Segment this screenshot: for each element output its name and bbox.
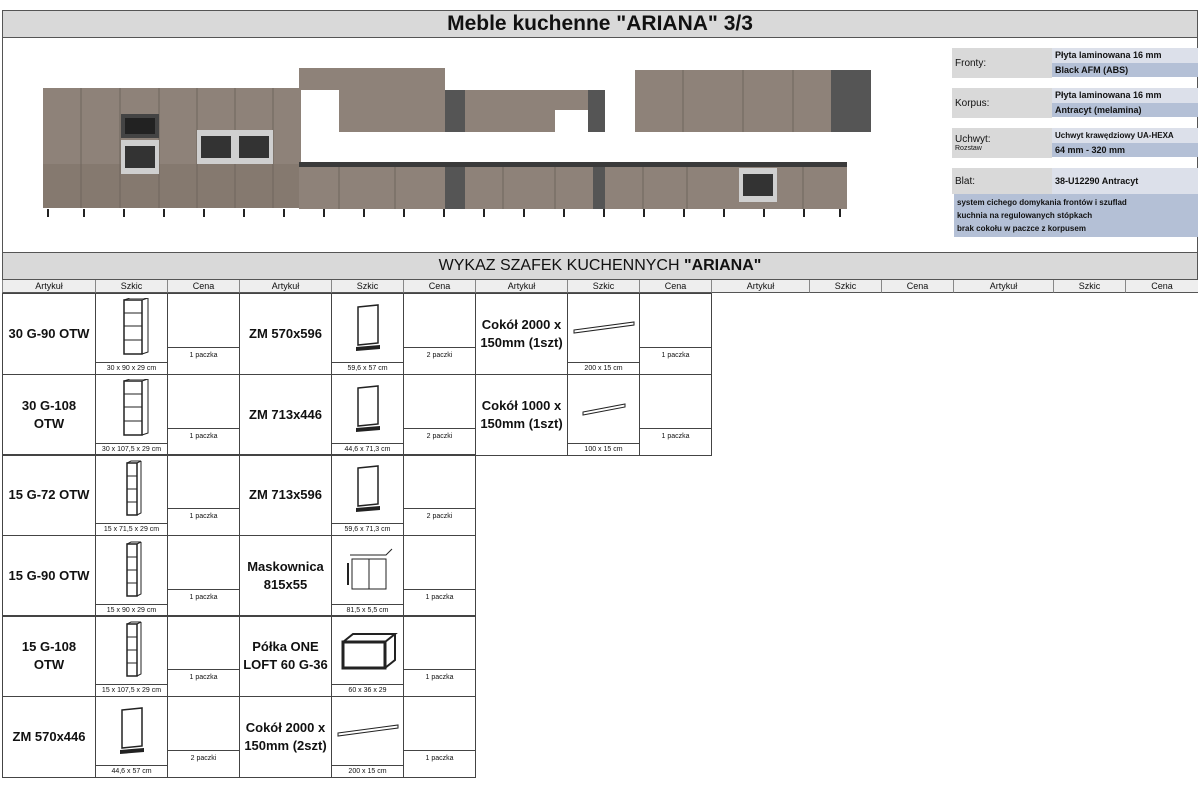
column-header-szkic: Szkic: [331, 280, 403, 293]
sketch-cell: [95, 454, 168, 536]
column-header-artykul: Artykuł: [711, 280, 809, 293]
column-header-szkic: Szkic: [567, 280, 639, 293]
article-name: ZM 570x596: [239, 293, 332, 375]
open-shelf-narrow-icon: [96, 455, 167, 523]
sketch-cell: [331, 696, 404, 778]
sketch-cell: [95, 535, 168, 617]
column-header-szkic: Szkic: [95, 280, 167, 293]
sketch-cell: [331, 535, 404, 617]
column-header-cena: Cena: [1125, 280, 1198, 293]
sketch-cell: [95, 615, 168, 697]
package-count: 2 paczki: [404, 508, 475, 535]
loft-shelf-icon: [332, 616, 403, 684]
dimension-label: 15 x 107,5 x 29 cm: [96, 684, 167, 696]
sketch-cell: [331, 374, 404, 456]
package-count: 2 paczki: [404, 428, 475, 455]
article-name: ZM 570x446: [2, 696, 96, 778]
sketch-cell: [331, 293, 404, 375]
dimension-label: 15 x 71,5 x 29 cm: [96, 523, 167, 535]
price-cell: [167, 454, 240, 536]
price-value: [168, 375, 239, 428]
spec-value: 64 mm - 320 mm: [1052, 143, 1198, 157]
dimension-label: 15 x 90 x 29 cm: [96, 604, 167, 616]
column-header-artykul: Artykuł: [953, 280, 1053, 293]
article-name: 15 G-72 OTW: [2, 454, 96, 536]
dimension-label: 200 x 15 cm: [568, 362, 639, 374]
price-cell: [167, 615, 240, 697]
price-value: [640, 294, 711, 347]
list-title-prefix: WYKAZ SZAFEK KUCHENNYCH: [438, 257, 684, 274]
package-count: 1 paczka: [168, 589, 239, 616]
price-cell: [639, 293, 712, 375]
column-header-artykul: Artykuł: [2, 280, 95, 293]
list-title-name: "ARIANA": [683, 257, 762, 274]
sketch-cell: [331, 454, 404, 536]
open-shelf-tall-icon: [96, 294, 167, 362]
spec-value: Płyta laminowana 16 mm: [1052, 88, 1198, 103]
price-value: [404, 697, 475, 750]
spec-subkey: Rozstaw: [955, 145, 982, 152]
package-count: 2 paczki: [404, 347, 475, 374]
spec-fronty: [952, 48, 1198, 78]
dimension-label: 30 x 107,5 x 29 cm: [96, 443, 167, 455]
dimension-label: 44,6 x 71,3 cm: [332, 443, 403, 455]
package-count: 1 paczka: [404, 750, 475, 777]
price-value: [404, 455, 475, 508]
price-cell: [403, 293, 476, 375]
spec-note-line: kuchnia na regulowanych stópkach: [957, 211, 1093, 220]
price-cell: [403, 374, 476, 456]
price-value: [640, 375, 711, 428]
price-cell: [639, 374, 712, 456]
spec-key: Blat:: [952, 168, 1052, 194]
plinth-icon: [568, 294, 639, 362]
article-name: Cokół 2000 x 150mm (1szt): [475, 293, 568, 375]
article-name: ZM 713x446: [239, 374, 332, 456]
spec-value: Płyta laminowana 16 mm: [1052, 48, 1198, 63]
dimension-label: 59,6 x 57 cm: [332, 362, 403, 374]
package-count: 1 paczka: [168, 508, 239, 535]
package-count: 1 paczka: [168, 428, 239, 455]
dimension-label: 44,6 x 57 cm: [96, 765, 167, 777]
spec-key: Fronty:: [952, 48, 1052, 78]
package-count: 1 paczka: [404, 589, 475, 616]
article-name: ZM 713x596: [239, 454, 332, 536]
package-count: 1 paczka: [404, 669, 475, 696]
spec-panel: [952, 48, 1198, 237]
dimension-label: 60 x 36 x 29: [332, 684, 403, 696]
spec-korpus: [952, 88, 1198, 118]
spec-note-line: brak cokołu w paczce z korpusem: [957, 224, 1086, 233]
spec-note: [954, 194, 1198, 237]
price-value: [168, 455, 239, 508]
spec-key: Uchwyt:: [955, 134, 991, 145]
open-shelf-narrow-icon: [96, 616, 167, 684]
price-value: [168, 697, 239, 750]
dishwasher-panel-icon: [332, 294, 403, 362]
price-value: [168, 536, 239, 589]
spec-key: Korpus:: [952, 88, 1052, 118]
price-value: [168, 294, 239, 347]
price-value: [404, 294, 475, 347]
dishwasher-panel-icon: [96, 697, 167, 765]
price-cell: [167, 293, 240, 375]
mask-panel-icon: [332, 536, 403, 604]
dimension-label: 200 x 15 cm: [332, 765, 403, 777]
spec-value: Uchwyt krawędziowy UA-HEXA: [1052, 128, 1198, 143]
column-header-artykul: Artykuł: [239, 280, 331, 293]
spec-uchwyt: [952, 128, 1198, 158]
column-header-szkic: Szkic: [1053, 280, 1125, 293]
column-header-cena: Cena: [403, 280, 475, 293]
article-name: Cokół 1000 x 150mm (1szt): [475, 374, 568, 456]
dimension-label: 59,6 x 71,3 cm: [332, 523, 403, 535]
dimension-label: 30 x 90 x 29 cm: [96, 362, 167, 374]
sketch-cell: [95, 374, 168, 456]
column-header-cena: Cena: [167, 280, 239, 293]
price-cell: [403, 454, 476, 536]
plinth-short-icon: [568, 375, 639, 443]
price-cell: [403, 696, 476, 778]
plinth-icon: [332, 697, 403, 765]
sketch-cell: [567, 293, 640, 375]
spec-value: Black AFM (ABS): [1052, 63, 1198, 77]
column-header-artykul: Artykuł: [475, 280, 567, 293]
open-shelf-tall-icon: [96, 375, 167, 443]
page-title: Meble kuchenne "ARIANA" 3/3: [2, 10, 1198, 38]
price-value: [404, 616, 475, 669]
price-cell: [167, 535, 240, 617]
price-cell: [403, 535, 476, 617]
article-name: Maskownica 815x55: [239, 535, 332, 617]
price-value: [404, 375, 475, 428]
sketch-cell: [95, 293, 168, 375]
article-name: Cokół 2000 x 150mm (2szt): [239, 696, 332, 778]
dishwasher-panel-icon: [332, 455, 403, 523]
package-count: 1 paczka: [168, 669, 239, 696]
spec-note-line: system cichego domykania frontów i szuflad: [957, 198, 1127, 207]
spec-value: 38-U12290 Antracyt: [1055, 176, 1139, 186]
article-name: Półka ONE LOFT 60 G-36: [239, 615, 332, 697]
package-count: 1 paczka: [168, 347, 239, 374]
price-value: [168, 616, 239, 669]
spec-value: Antracyt (melamina): [1052, 103, 1198, 117]
open-shelf-narrow-icon: [96, 536, 167, 604]
package-count: 1 paczka: [640, 428, 711, 455]
dimension-label: 100 x 15 cm: [568, 443, 639, 455]
column-header-cena: Cena: [881, 280, 953, 293]
article-name: 30 G-90 OTW: [2, 293, 96, 375]
price-cell: [167, 696, 240, 778]
list-title: [2, 252, 1198, 280]
price-cell: [167, 374, 240, 456]
package-count: 2 paczki: [168, 750, 239, 777]
column-header-cena: Cena: [639, 280, 711, 293]
sketch-cell: [95, 696, 168, 778]
article-name: 30 G-108 OTW: [2, 374, 96, 456]
package-count: 1 paczka: [640, 347, 711, 374]
spec-blat: [952, 168, 1198, 194]
price-cell: [403, 615, 476, 697]
sketch-cell: [331, 615, 404, 697]
price-value: [404, 536, 475, 589]
kitchen-render-image: [3, 38, 943, 252]
dimension-label: 81,5 x 5,5 cm: [332, 604, 403, 616]
article-name: 15 G-108 OTW: [2, 615, 96, 697]
dishwasher-panel-icon: [332, 375, 403, 443]
column-header-szkic: Szkic: [809, 280, 881, 293]
sketch-cell: [567, 374, 640, 456]
article-name: 15 G-90 OTW: [2, 535, 96, 617]
